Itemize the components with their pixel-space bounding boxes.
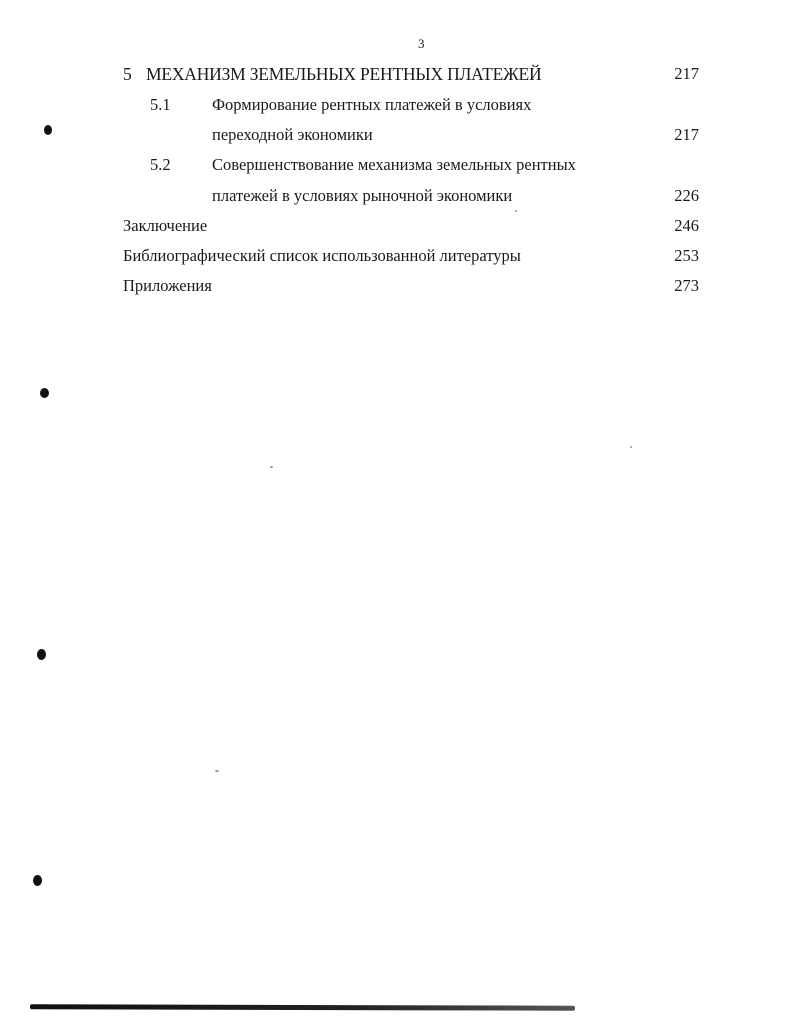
toc-chapter-title: МЕХАНИЗМ ЗЕМЕЛЬНЫХ РЕНТНЫХ ПЛАТЕЖЕЙ	[146, 64, 542, 84]
toc-page-number: 217	[674, 125, 699, 144]
page-number: 3	[418, 36, 425, 51]
toc-entry-title: Заключение	[123, 216, 208, 235]
toc-section-number: 5.1	[150, 95, 171, 114]
toc-section-title-line2: переходной экономики	[212, 125, 373, 144]
scan-speck	[215, 770, 219, 772]
toc-entry-title: Библиографический список использованной литературы	[123, 246, 521, 265]
toc-entry-title: Приложения	[123, 276, 212, 295]
toc-section-title-line1: Совершенствование механизма земельных рентных	[212, 155, 576, 174]
binding-hole	[44, 125, 52, 135]
toc-section-number: 5.2	[150, 155, 171, 174]
toc-section-title-line1: Формирование рентных платежей в условиях	[212, 95, 532, 114]
toc-page-number: 273	[674, 276, 699, 295]
scan-speck	[630, 446, 632, 448]
toc-page-number: 246	[674, 216, 699, 235]
scan-speck	[270, 466, 273, 468]
toc-chapter-number: 5	[123, 64, 132, 84]
binding-hole	[37, 649, 46, 660]
scan-speck	[515, 210, 517, 212]
toc-section-title-line2: платежей в условиях рыночной экономики	[212, 186, 513, 205]
toc-page-number: 253	[674, 246, 699, 265]
binding-hole	[33, 875, 42, 886]
binding-hole	[40, 388, 49, 398]
toc-page-number: 226	[674, 186, 699, 205]
toc-page-number: 217	[674, 64, 699, 83]
scan-bottom-edge	[30, 1004, 575, 1010]
